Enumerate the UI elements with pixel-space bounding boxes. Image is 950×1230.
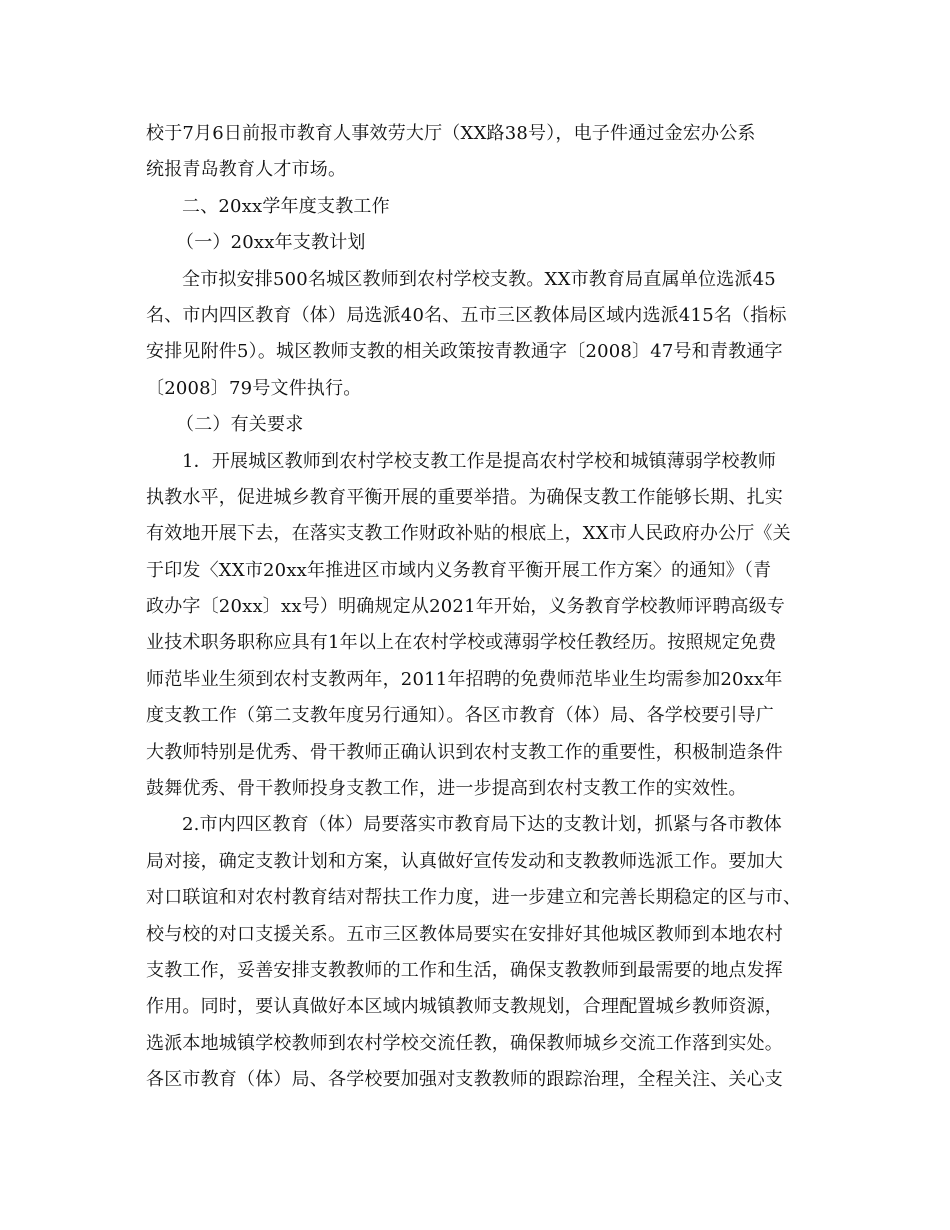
text-line: 校于7月6日前报市教育人事效劳大厅（XX路38号），电子件通过金宏办公系: [146, 123, 756, 144]
text-line: 1．开展城区教师到农村学校支教工作是提高农村学校和城镇薄弱学校教师: [182, 450, 777, 472]
text-line: 政办字〔20xx〕xx号）明确规定从2021年开始，义务教育学校教师评聘高级专: [146, 596, 786, 618]
text-line: 鼓舞优秀、骨干教师投身支教工作，进一步提高到农村支教工作的实效性。: [146, 778, 747, 800]
text-line: 校与校的对口支援关系。五市三区教体局要实在安排好其他城区教师到本地农村: [146, 923, 783, 945]
text-line: 全市拟安排500名城区教师到农村学校支教。XX市教育局直属单位选派45: [182, 268, 776, 290]
text-line: 各区市教育（体）局、各学校要加强对支教教师的跟踪治理，全程关注、关心支: [146, 1069, 783, 1091]
text-line: 选派本地城镇学校教师到农村学校交流任教，确保教师城乡交流工作落到实处。: [146, 1032, 783, 1054]
text-line: 师范毕业生须到农村支教两年，2011年招聘的免费师范毕业生均需参加20xx年: [146, 668, 783, 690]
text-line: 名、市内四区教育（体）局选派40名、五市三区教体局区域内选派415名（指标: [146, 304, 787, 326]
text-line: 有效地开展下去，在落实支教工作财政补贴的根底上，XX市人民政府办公厅《关: [146, 523, 791, 545]
text-line: 统报青岛教育人才市场。: [146, 159, 347, 181]
text-line: 作用。同时，要认真做好本区域内城镇教师支教规划，合理配置城乡教师资源，: [146, 996, 783, 1018]
document-body: [146, 116, 818, 1099]
text-line: 大教师特别是优秀、骨干教师正确认识到农村支教工作的重要性，积极制造条件: [146, 741, 783, 763]
text-line: 支教工作，妥善安排支教教师的工作和生活，确保支教教师到最需要的地点发挥: [146, 959, 783, 981]
text-line: 于印发〈XX市20xx年推进区市域内义务教育平衡开展工作方案〉的通知》（青: [146, 559, 772, 581]
text-line: 执教水平，促进城乡教育平衡开展的重要举措。为确保支教工作能够长期、扎实: [146, 486, 783, 508]
subsection-heading: （二）有关要求: [176, 414, 304, 436]
text-line: 局对接，确定支教计划和方案，认真做好宣传发动和支教教师选派工作。要加大: [146, 850, 783, 872]
text-line: 2.市内四区教育（体）局要落实市教育局下达的支教计划，抓紧与各市教体: [182, 814, 782, 836]
subsection-heading: （一）20xx年支教计划: [176, 232, 366, 254]
section-heading: 二、20xx学年度支教工作: [182, 195, 390, 217]
text-line: 业技术职务职称应具有1年以上在农村学校或薄弱学校任教经历。按照规定免费: [146, 632, 777, 654]
text-line: 安排见附件5）。城区教师支教的相关政策按青教通字〔2008〕47号和青教通字: [146, 341, 783, 363]
text-line: 对口联谊和对农村教育结对帮扶工作力度，进一步建立和完善长期稳定的区与市、: [146, 887, 802, 909]
text-line: 〔2008〕79号文件执行。: [146, 377, 362, 399]
text-line: 度支教工作（第二支教年度另行通知）。各区市教育（体）局、各学校要引导广: [146, 705, 774, 727]
